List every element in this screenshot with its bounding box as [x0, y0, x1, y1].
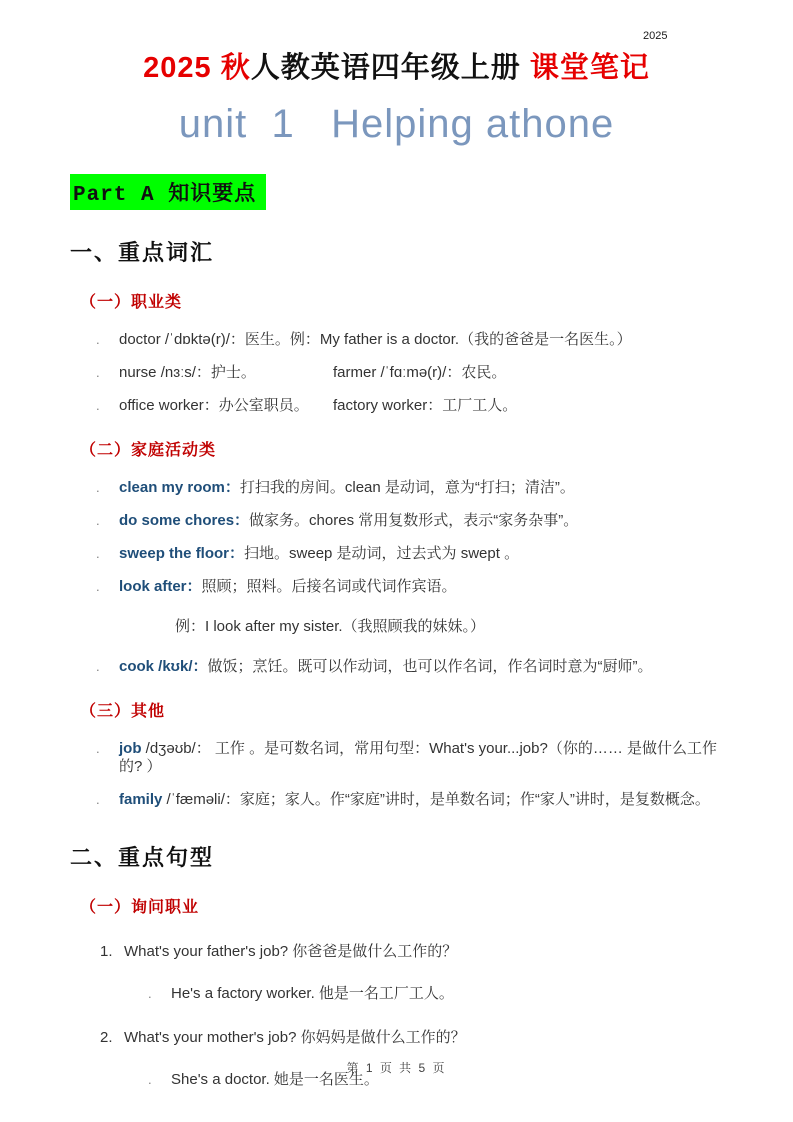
page-content: [0, 50, 793, 1089]
question-text: What's your father's job? 你爸爸是做什么工作的？: [124, 942, 458, 960]
sentence-question: [100, 1029, 723, 1047]
bullet-dot: .: [96, 512, 100, 528]
definition: 打扫我的房间。clean 是动词，意为“打扫；清洁”。: [239, 478, 575, 496]
bullet-dot: .: [96, 545, 100, 561]
bullet-dot: .: [148, 1071, 152, 1087]
vocab-row: [96, 512, 723, 530]
section1-heading: 一、重点词汇: [70, 239, 215, 265]
vocab-row: [96, 364, 723, 382]
document-title: [70, 50, 723, 88]
sentence-question: [100, 943, 723, 961]
definition: 做饭；烹饪。既可以作动词，也可以作名词，作名词时意为“厨师”。: [207, 657, 653, 675]
bullet-dot: .: [96, 364, 100, 380]
cat1-heading: （一）职业类: [80, 293, 183, 311]
vocab-text: nurse /nɜːs/：护士。: [119, 363, 256, 381]
bullet-dot: .: [96, 791, 100, 807]
cat2-heading: （二）家庭活动类: [80, 441, 217, 459]
definition: 做家务。chores 常用复数形式，表示“家务杂事”。: [249, 511, 579, 529]
definition: 家庭；家人。作“家庭”讲时，是单数名词；作“家人”讲时，是复数概念。: [239, 790, 710, 808]
vocab-text: farmer /ˈfɑːmə(r)/：农民。: [333, 363, 507, 381]
question-text: What's your mother's job? 你妈妈是做什么工作的？: [124, 1028, 466, 1046]
answer-text: She's a doctor. 她是一名医生。: [171, 1070, 379, 1088]
unit-subtitle: unit 1 Helping athone: [178, 101, 615, 146]
keyword: look after：: [119, 577, 202, 595]
vocab-row: [96, 740, 723, 776]
definition: 照顾；照料。后接名词或代词作宾语。: [201, 577, 457, 595]
vocab-text: office worker：办公室职员。: [119, 396, 309, 414]
bullet-dot: .: [96, 578, 100, 594]
title-red-prefix: 2025 秋: [143, 52, 251, 84]
vocab-text: [119, 578, 457, 596]
keyword: do some chores：: [119, 511, 250, 529]
cat3-heading: （三）其他: [80, 702, 166, 720]
sentence-answer: [148, 985, 723, 1003]
answer-text: He's a factory worker. 他是一名工厂工人。: [171, 984, 454, 1002]
vocab-row: [96, 791, 723, 809]
definition: 扫地。sweep 是动词，过去式为 swept 。: [244, 544, 520, 562]
part-a-row: [70, 174, 723, 210]
section2-heading: 二、重点句型: [70, 844, 215, 870]
vocab-text: [119, 479, 575, 497]
vocab-row: [96, 397, 723, 415]
bullet-dot: .: [96, 331, 100, 347]
bullet-dot: .: [96, 397, 100, 413]
example-sentence: 例：I look after my sister.（我照顾我的妹妹。）: [175, 617, 486, 635]
keyword: sweep the floor：: [119, 544, 245, 562]
vocab-row: [96, 479, 723, 497]
sentence-cat1-heading: （一）询问职业: [80, 898, 200, 916]
vocab-row: [96, 331, 723, 349]
keyword: job: [119, 739, 142, 757]
phonetic: /ˈfæməli/：: [162, 790, 240, 808]
definition: 工作 。是可数名词，常用句型：What's your...job?（你的…… 是做什么工作的? ）: [119, 739, 717, 775]
keyword: family: [119, 790, 163, 808]
vocab-text: [119, 791, 710, 809]
vocab-text: [119, 740, 723, 776]
keyword: clean my room：: [119, 478, 240, 496]
vocab-row: [96, 578, 723, 596]
header-year: 2025: [643, 30, 668, 42]
phonetic: /dʒəʊb/：: [141, 739, 215, 757]
title-red-suffix: 课堂笔记: [520, 52, 650, 84]
vocab-text: [119, 545, 519, 563]
vocab-text: [119, 658, 653, 676]
bullet-dot: .: [96, 740, 100, 756]
list-number: 2.: [100, 1028, 113, 1046]
keyword: cook /kʊk/：: [119, 657, 208, 675]
list-number: 1.: [100, 942, 113, 960]
bullet-dot: .: [96, 479, 100, 495]
vocab-text: doctor /ˈdɒktə(r)/：医生。例：My father is a doctor.（我的爸爸是一名医生。）: [119, 330, 632, 348]
vocab-row: [96, 658, 723, 676]
vocab-text: factory worker：工厂工人。: [333, 396, 518, 414]
bullet-dot: .: [148, 985, 152, 1001]
vocab-text: [119, 512, 578, 530]
title-black-middle: 人教英语四年级上册: [250, 52, 521, 84]
vocab-row: [96, 545, 723, 563]
part-a-highlight-label: Part A 知识要点: [70, 174, 266, 210]
page-number-footer: 第 1 页 共 5 页: [346, 1061, 447, 1075]
bullet-dot: .: [96, 658, 100, 674]
